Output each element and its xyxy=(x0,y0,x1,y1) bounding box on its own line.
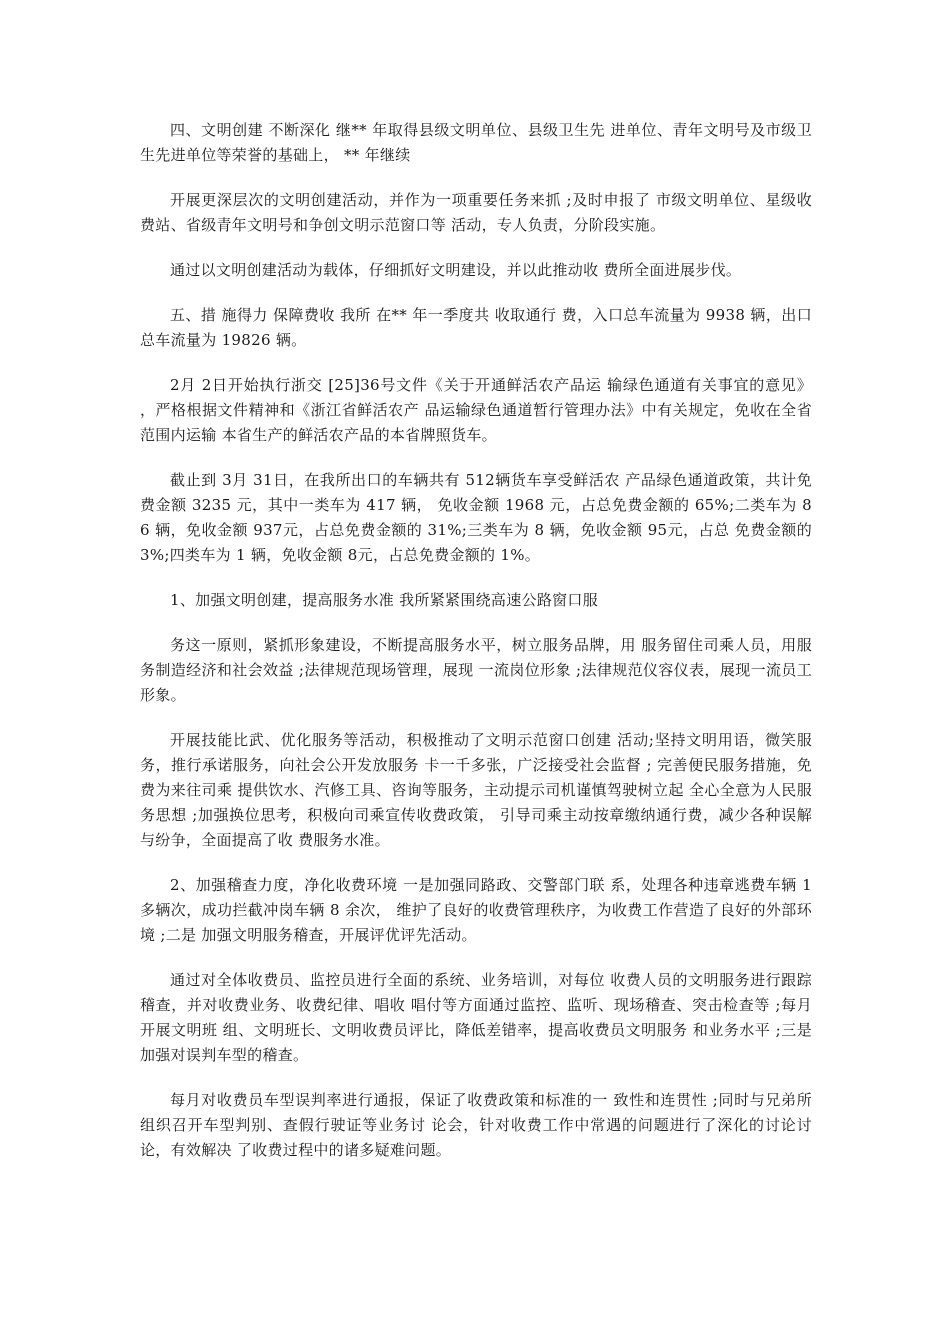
paragraph-service-principle: 务这一原则，紧抓形象建设，不断提高服务水平，树立服务品牌，用 服务留住司乘人员，用服务制造经济和社会效益 ;法律规范现场管理，展现 一流岗位形象 ;法律规范仪容仪表，展现一流员工形象。 xyxy=(140,636,812,704)
paragraph-inspection: 2、加强稽查力度，净化收费环境 一是加强同路政、交警部门联 系，处理各种违章逃费车辆 1 多辆次，成功拦截冲岗车辆 8 余次， 维护了良好的收费管理秩序，为收费工作营造了良好的外部环境 ;二是 加强文明服务稽查，开展评优评先活动。 xyxy=(140,876,812,944)
paragraph-exemption-statistics: 截止到 3月 31日，在我所出口的车辆共有 512辆货车享受鲜活农 产品绿色通道政策，共计免费金额 3235 元，其中一类车为 417 辆， 免收金额 1968 元，占总免费金额的 65%;二类车为 86 辆，免收金额 937元，占总免费金额的 31%;三类车为 8 辆，免收金额 95元，占总 免费金额的 3%;四类车为 1 辆，免收金额 8元，占总免费金额的 1%。 xyxy=(140,471,812,564)
paragraph-deeper-activities: 开展更深层次的文明创建活动，并作为一项重要任务来抓 ;及时申报了 市级文明单位、星级收费站、省级青年文明号和争创文明示范窗口等 活动，专人负责，分阶段实施。 xyxy=(140,191,812,234)
paragraph-service-heading: 1、加强文明创建，提高服务水准 我所紧紧围绕高速公路窗口服 xyxy=(170,591,599,609)
paragraph-carrier: 通过以文明创建活动为载体，仔细抓好文明建设，并以此推动收 费所全面进展步伐。 xyxy=(170,261,742,279)
document-body xyxy=(140,118,812,1183)
paragraph-misjudgment-report: 每月对收费员车型误判率进行通报，保证了收费政策和标准的一 致性和连贯性 ;同时与兄弟所组织召开车型判别、查假行驶证等业务讨 论会，针对收费工作中常遇的问题进行了深化的讨论讨论，有效解决 了收费过程中的诸多疑难问题。 xyxy=(140,1091,812,1159)
paragraph-measures: 五、措 施得力 保障费收 我所 在** 年一季度共 收取通行 费，入口总车流量为 9938 辆，出口总车流量为 19826 辆。 xyxy=(140,306,812,349)
paragraph-training: 通过对全体收费员、监控员进行全面的系统、业务培训，对每位 收费人员的文明服务进行跟踪稽查，并对收费业务、收费纪律、唱收 唱付等方面通过监控、监听、现场稽查、突击检查等 ;每月开展文明班 组、文明班长、文明收费员评比，降低差错率，提高收费员文明服务 和业务水平 ;三是加强对误判车型的稽查。 xyxy=(140,971,812,1064)
paragraph-civilization-creation: 四、文明创建 不断深化 继** 年取得县级文明单位、县级卫生先 进单位、青年文明号及市级卫生先进单位等荣誉的基础上， ** 年继续 xyxy=(140,121,812,164)
paragraph-green-channel-policy: 2月 2日开始执行浙交 [25]36号文件《关于开通鲜活农产品运 输绿色通道有关事宜的意见》 ，严格根据文件精神和《浙江省鲜活农产 品运输绿色通道暂行管理办法》中有关规定，免收在全省范围内运输 本省生产的鲜活农产品的本省牌照货车。 xyxy=(140,376,812,444)
paragraph-skill-competition: 开展技能比武、优化服务等活动，积极推动了文明示范窗口创建 活动;坚持文明用语，微笑服务，推行承诺服务，向社会公开发放服务 卡一千多张，广泛接受社会监督 ; 完善便民服务措施，免费为来往司乘 提供饮水、汽修工具、咨询等服务，主动提示司机谨慎驾驶树立起 全心全意为人民服务思想 ;加强换位思考，积极向司乘宣传收费政策， 引导司乘主动按章缴纳通行费，减少各种误解与纷争，全面提高了收 费服务水准。 xyxy=(140,731,812,849)
